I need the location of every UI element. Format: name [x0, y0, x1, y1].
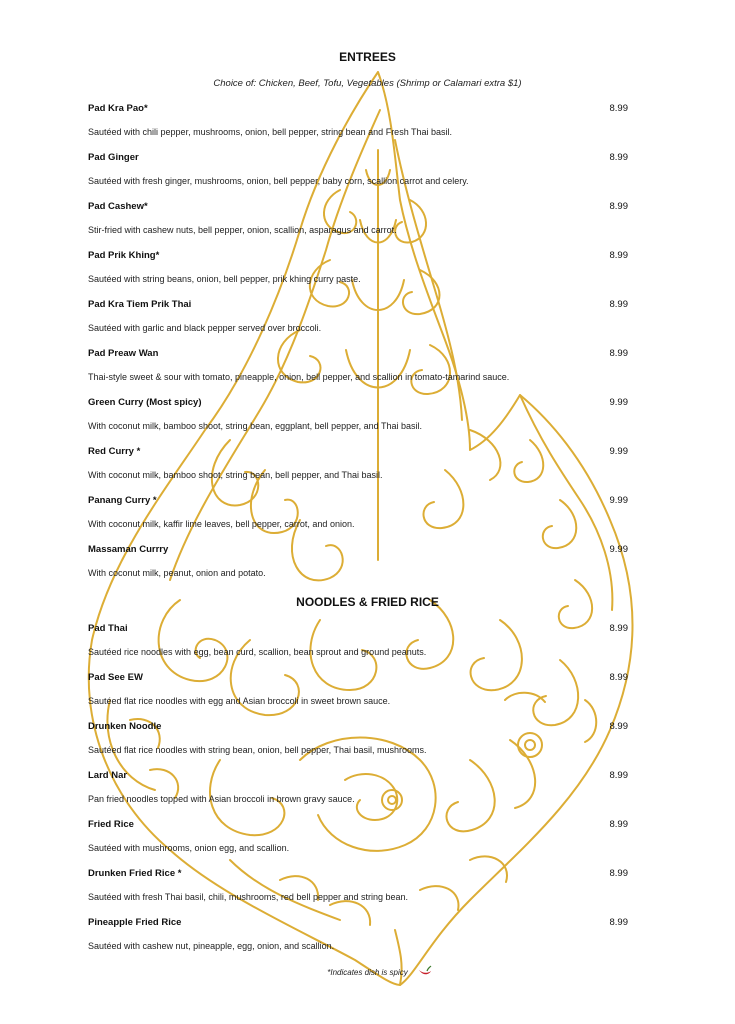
menu-item — [88, 103, 628, 143]
item-price: 8.99 — [609, 868, 628, 879]
item-price: 9.99 — [609, 495, 628, 506]
item-description: Sautéed flat rice noodles with egg and Asian broccoli in sweet brown sauce. — [88, 696, 391, 706]
item-price: 8.99 — [609, 770, 628, 781]
menu-item — [88, 868, 628, 908]
item-name: Pad Ginger — [88, 152, 139, 163]
item-price: 8.99 — [609, 201, 628, 212]
menu-item — [88, 672, 628, 712]
menu-item — [88, 770, 628, 810]
item-name: Green Curry (Most spicy) — [88, 397, 202, 408]
item-name: Red Curry * — [88, 446, 141, 457]
item-name: Pad Prik Khing* — [88, 250, 160, 261]
item-price: 9.99 — [609, 397, 628, 408]
menu-item — [88, 397, 628, 437]
item-price: 8.99 — [609, 348, 628, 359]
menu-item — [88, 152, 628, 192]
menu-item — [88, 348, 628, 388]
menu-item — [88, 623, 628, 663]
item-price: 9.99 — [609, 544, 628, 555]
item-name: Drunken Fried Rice * — [88, 868, 182, 879]
item-description: Sautéed with fresh Thai basil, chili, mushrooms, red bell pepper and string bean. — [88, 892, 409, 902]
section-title-noodles: NOODLES & FRIED RICE — [296, 595, 439, 609]
item-name: Pad Kra Pao* — [88, 103, 148, 114]
menu-item — [88, 495, 628, 535]
item-description: With coconut milk, bamboo shoot, string bean, bell pepper, and Thai basil. — [88, 470, 383, 480]
item-name: Pad See EW — [88, 672, 143, 683]
item-description: With coconut milk, peanut, onion and potato. — [88, 568, 266, 578]
item-price: 8.99 — [609, 721, 628, 732]
item-description: Stir-fried with cashew nuts, bell pepper, onion, scallion, asparagus and carrot. — [88, 225, 397, 235]
item-description: Sautéed flat rice noodles with string bean, onion, bell pepper, Thai basil, mushrooms. — [88, 745, 427, 755]
section-title-entrees: ENTREES — [339, 50, 396, 64]
item-description: Sautéed with string beans, onion, bell pepper, prik khing curry paste. — [88, 274, 361, 284]
item-description: Sautéed with mushrooms, onion egg, and scallion. — [88, 843, 290, 853]
item-price: 8.99 — [609, 623, 628, 634]
item-price: 8.99 — [609, 250, 628, 261]
item-name: Pad Kra Tiem Prik Thai — [88, 299, 192, 310]
spicy-footnote: *Indicates dish is spicy — [327, 968, 408, 977]
menu-item — [88, 819, 628, 859]
item-price: 8.99 — [609, 152, 628, 163]
item-description: Sautéed with cashew nut, pineapple, egg, onion, and scallion. — [88, 941, 335, 951]
item-price: 8.99 — [609, 819, 628, 830]
item-description: Sautéed with fresh ginger, mushrooms, onion, bell pepper, baby corn, scallion carrot and celery. — [88, 176, 469, 186]
item-name: Pad Thai — [88, 623, 128, 634]
item-price: 8.99 — [609, 299, 628, 310]
item-description: Sautéed with garlic and black pepper served over broccoli. — [88, 323, 322, 333]
menu-item — [88, 299, 628, 339]
protein-choice-subtitle: Choice of: Chicken, Beef, Tofu, Vegetables (Shrimp or Calamari extra $1) — [213, 78, 522, 89]
menu-item — [88, 544, 628, 584]
item-description: Thai-style sweet & sour with tomato, pineapple, onion, bell pepper, and scallion in tomato-tamarind sauce. — [88, 372, 510, 382]
item-name: Pad Preaw Wan — [88, 348, 159, 359]
item-description: With coconut milk, kaffir lime leaves, bell pepper, carrot, and onion. — [88, 519, 355, 529]
item-description: Sautéed rice noodles with egg, bean curd, scallion, bean sprout and ground peanuts. — [88, 647, 427, 657]
item-name: Drunken Noodle — [88, 721, 162, 732]
item-description: Pan fried noodles topped with Asian broccoli in brown gravy sauce. — [88, 794, 355, 804]
menu-item — [88, 917, 628, 957]
menu-item — [88, 446, 628, 486]
item-name: Pineapple Fried Rice — [88, 917, 182, 928]
item-name: Lard Nar — [88, 770, 128, 781]
item-price: 9.99 — [609, 446, 628, 457]
item-price: 8.99 — [609, 103, 628, 114]
menu-item — [88, 721, 628, 761]
menu-item — [88, 250, 628, 290]
item-price: 8.99 — [609, 917, 628, 928]
item-name: Pad Cashew* — [88, 201, 148, 212]
item-name: Fried Rice — [88, 819, 134, 830]
item-description: Sautéed with chili pepper, mushrooms, onion, bell pepper, string bean and Fresh Thai basil. — [88, 127, 453, 137]
item-price: 8.99 — [609, 672, 628, 683]
menu-item — [88, 201, 628, 241]
item-name: Massaman Currry — [88, 544, 169, 555]
chili-pepper-icon — [418, 964, 432, 978]
item-name: Panang Curry * — [88, 495, 157, 506]
item-description: With coconut milk, bamboo shoot, string bean, eggplant, bell pepper, and Thai basil. — [88, 421, 423, 431]
